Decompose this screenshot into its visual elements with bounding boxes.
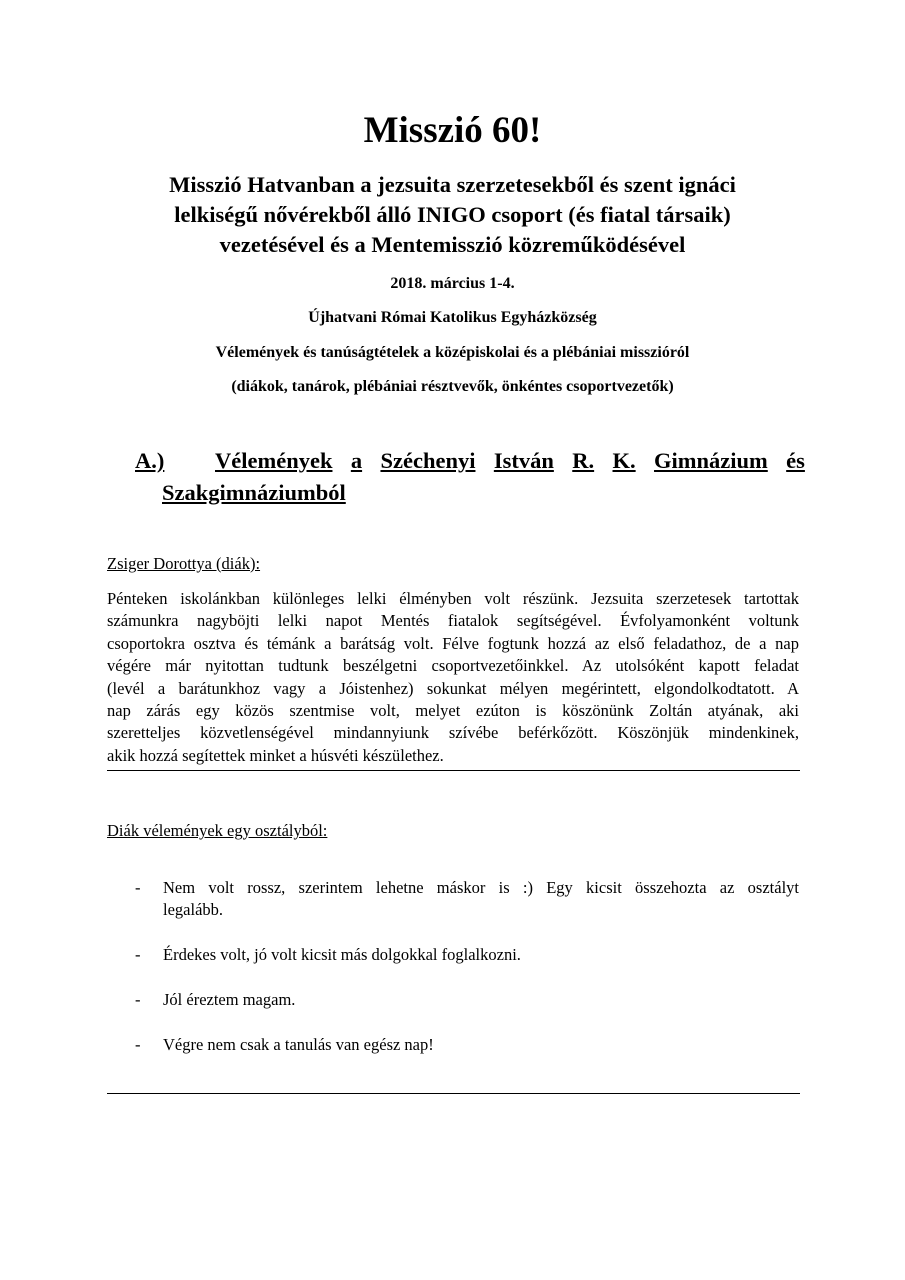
heading-word: a [350, 448, 363, 473]
heading-word: Vélemények [215, 448, 333, 473]
section-letter: A.) [135, 448, 165, 473]
list-item-text: Jól éreztem magam. [163, 990, 296, 1009]
heading-word: István [493, 448, 554, 473]
testimony-author: Zsiger Dorottya (diák): [107, 554, 261, 573]
subtitle-line: lelkiségű nővérekből álló INIGO csoport (és fiatal társaik) [174, 202, 731, 227]
divider-line [107, 1093, 800, 1094]
heading-word: K. [612, 448, 636, 473]
list-item-text: Nem volt rossz, szerintem lehetne máskor is :) Egy kicsit összehozta az osztályt [163, 878, 799, 897]
paragraph-line: szeretteljes közvetlenségével mindannyiunk szívébe beférkőzött. Köszönjük mindenkinek, [107, 723, 799, 743]
event-date: 2018. március 1-4. [390, 275, 515, 292]
list-item [107, 877, 799, 922]
paragraph-line: Pénteken iskolánkban különleges lelki élményben volt részünk. Jezsuita szerzetesek tartottak [107, 589, 799, 608]
heading-word: R. [572, 448, 595, 473]
list-item [107, 1034, 799, 1056]
paragraph-line: számunkra nagyböjti lelki napot Mentés fiatalok segítségével. Évfolyamonként voltunk [107, 611, 799, 631]
subtitle-line: vezetésével és a Mentemisszió közreműködésével [219, 232, 686, 257]
list-item-text: Érdekes volt, jó volt kicsit más dolgokkal foglalkozni. [163, 945, 521, 964]
parish-name: Újhatvani Római Katolikus Egyházközség [308, 309, 597, 326]
dash-bullet: - [135, 878, 141, 897]
testimony-paragraph [107, 588, 799, 767]
heading-word: Széchenyi [380, 448, 476, 473]
paragraph-line: nap zárás egy közös szentmise volt, melyet ezúton is köszönünk Zoltán atyának, aki [107, 701, 799, 721]
document-description: Vélemények és tanúságtételek a középiskolai és a plébániai misszióról [215, 344, 690, 361]
paragraph-line: csoportokra osztva és témánk a barátság volt. Félve fogtunk hozzá az első feladathoz, de a nap [107, 633, 799, 653]
document-subtitle [80, 170, 825, 260]
divider-line [107, 770, 800, 771]
list-item-text: Végre nem csak a tanulás van egész nap! [163, 1035, 434, 1054]
paragraph-line: (levél a barátunkhoz vagy a Jóistenhez) sokunkat mélyen megérintett, elgondolkodtatott. A [107, 678, 799, 698]
heading-word: és [786, 448, 805, 473]
heading-word: Gimnázium [654, 448, 768, 473]
list-item-text: legalább. [163, 900, 224, 920]
paragraph-line: végére már nyitottan tudtunk beszélgetni csoportvezetőinkkel. Az utolsóként kapott feladat [107, 656, 799, 676]
section-heading-line2: Szakgimnáziumból [162, 480, 346, 505]
paragraph-line: akik hozzá segítettek minket a húsvéti készülethez. [107, 745, 444, 765]
class-opinions-heading: Diák vélemények egy osztályból: [107, 821, 328, 840]
list-item [107, 989, 799, 1011]
list-item [107, 944, 799, 966]
dash-bullet: - [135, 990, 141, 1009]
section-a-heading [135, 445, 805, 509]
subtitle-line: Misszió Hatvanban a jezsuita szerzetesekből és szent ignáci [169, 172, 736, 197]
participants-note: (diákok, tanárok, plébániai résztvevők, önkéntes csoportvezetők) [231, 378, 674, 395]
document-title: Misszió 60! [363, 110, 542, 151]
dash-bullet: - [135, 945, 141, 964]
dash-bullet: - [135, 1035, 141, 1054]
